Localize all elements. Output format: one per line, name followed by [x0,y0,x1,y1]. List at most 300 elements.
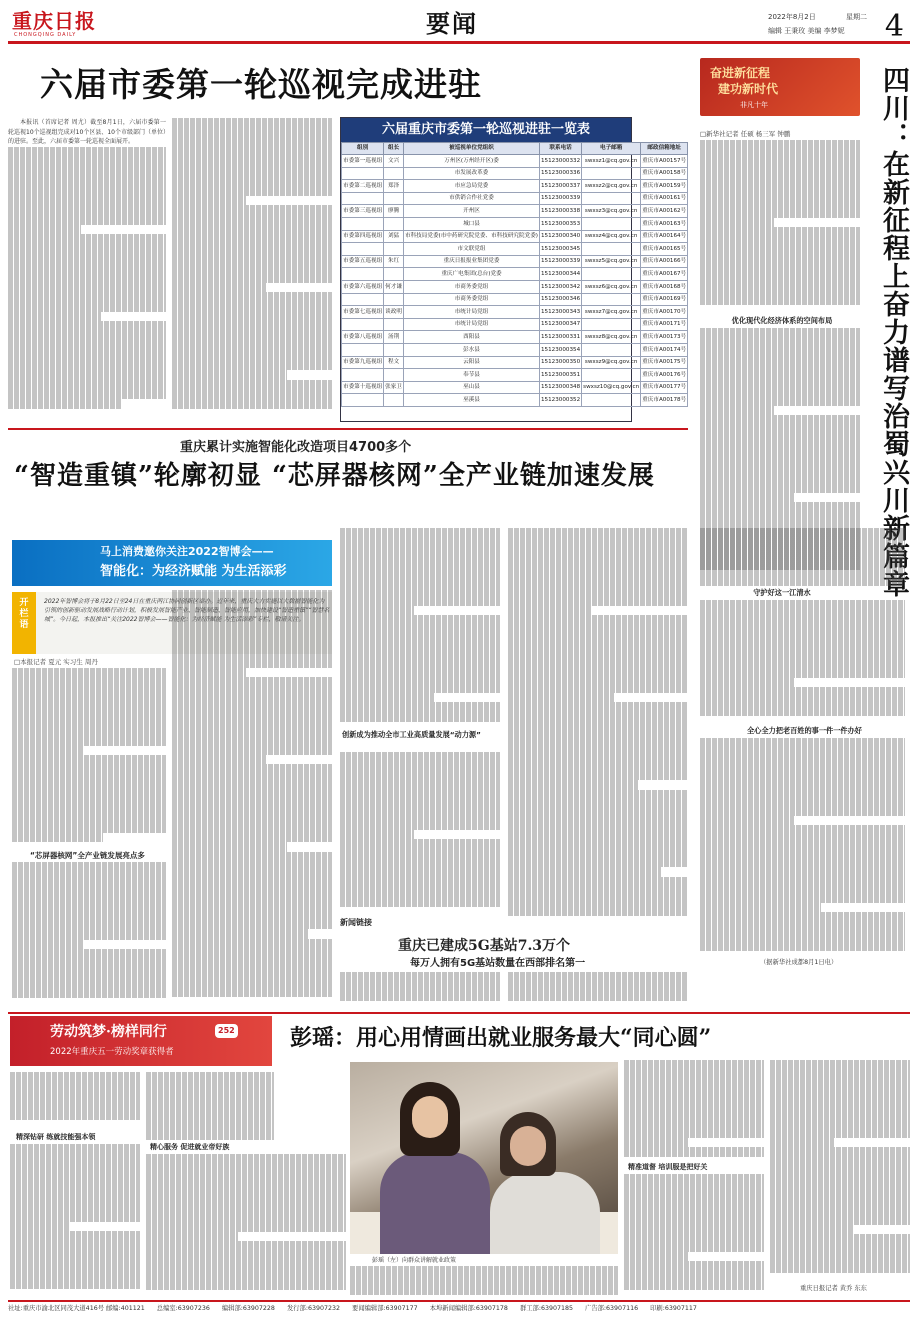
table-cell [384,243,404,256]
table-cell: 重庆市A00174号 [641,343,688,356]
text-line [700,464,860,474]
text-line [12,959,166,969]
text-line [770,1225,853,1235]
table-cell: 廖腾 [384,205,404,218]
text-line [350,1266,618,1276]
table-cell [384,217,404,230]
text-line [146,1072,274,1082]
text-line [12,881,166,891]
table-cell: 万州区(万州经开区)委 [403,155,539,168]
text-line [172,128,332,138]
text-line [700,208,860,218]
text-line [172,157,332,167]
text-line [12,910,166,920]
table-cell [342,343,384,356]
table-cell: swxsz8@cq.gov.cn [582,331,641,344]
text-line [508,867,661,877]
text-line [172,244,332,254]
text-line [700,406,774,416]
text-line [350,1285,618,1295]
body-text-lines [624,1174,764,1290]
table-cell: 重庆市A00165号 [641,243,688,256]
text-line [172,302,332,312]
text-line [172,360,332,370]
table-cell: 15123000351 [540,369,582,382]
text-line [340,538,500,548]
text-line [508,635,688,645]
text-line [770,1060,910,1070]
footer-item: 广告部:63907116 [585,1305,639,1312]
table-cell: 程文 [384,356,404,369]
text-line [10,1111,140,1121]
table-cell: 15123000347 [540,318,582,331]
sec2-title: “智造重镇”轮廓初显 “芯屏器核网”全产业链加速发展 [14,461,655,491]
table-cell: 城口县 [403,217,539,230]
text-line [700,338,860,348]
text-line [770,1079,910,1089]
text-line [8,399,122,409]
body-text-lines [10,1072,140,1120]
text-line [172,755,266,765]
text-line [12,930,166,940]
text-line [172,987,332,997]
feature-subhead1: 精深钻研 练就技能强本领 [16,1133,96,1141]
table-header-row [342,143,688,155]
text-line [172,215,332,225]
text-line [10,1144,140,1154]
text-line [700,367,860,377]
text-line [172,370,287,380]
divider [8,428,688,430]
text-line [8,196,166,206]
text-line [172,900,332,910]
text-line [146,1232,238,1242]
feature-col4b [624,1174,764,1292]
text-line [340,547,500,557]
text-line [700,835,905,845]
text-line [172,929,308,939]
table-cell: 何才谦 [384,280,404,293]
text-line [700,639,905,649]
table-cell: 15123000346 [540,293,582,306]
table-cell: 市委第五巡视组 [342,255,384,268]
text-line [172,225,332,235]
text-line [10,1101,140,1111]
text-line [700,697,905,707]
table-cell: 15123000344 [540,268,582,281]
text-line [700,629,905,639]
sec2-subhead2: 创新成为推动全市工业高质量发展“动力源” [342,730,481,739]
table-cell [582,293,641,306]
text-line [508,615,688,625]
text-line [146,1173,346,1183]
5g-col1 [340,972,500,1010]
body-text-lines [508,972,688,1001]
text-line [12,949,166,959]
text-line [8,312,101,322]
table-cell: 汤荆 [384,331,404,344]
text-line [172,706,332,716]
text-line [340,683,500,693]
text-line [700,198,860,208]
text-line [508,741,688,751]
feature-col1 [10,1072,140,1130]
text-line [172,861,332,871]
table-row [342,167,688,180]
table-row [342,381,688,394]
text-line [172,619,332,629]
text-line [700,648,905,658]
text-line [8,321,166,331]
text-line [700,619,905,629]
page-number: 4 [884,9,904,44]
text-line [770,1138,834,1148]
text-line [770,1215,910,1225]
text-line [12,678,166,688]
table-cell [342,369,384,382]
text-line [700,757,905,767]
table-cell: 15123000339 [540,255,582,268]
table-row [342,180,688,193]
body-text-lines [700,600,905,716]
feature-banner [10,1016,272,1066]
text-line [10,1260,140,1270]
text-line [8,283,166,293]
table-cell: 市委第十巡视组 [342,381,384,394]
expo-line2: 智能化：为经济赋能 为生活添彩 [100,564,287,579]
text-line [700,347,860,357]
body-text-lines [700,528,905,586]
text-line [700,854,905,864]
text-line [172,687,332,697]
text-line [700,444,860,454]
table-cell: 开州区 [403,205,539,218]
table-cell: 市科技局党委(市中药研究院党委、市科技研究院党委) [403,230,539,243]
text-line [700,218,774,228]
text-line [770,1167,910,1177]
text-line [508,693,614,703]
text-line [624,1147,764,1157]
text-line [8,380,166,390]
text-line [172,871,332,881]
section-title: 要闻 [426,9,478,38]
text-line [340,528,500,538]
body-text-lines [700,738,905,951]
table-cell: 重庆市A00176号 [641,369,688,382]
text-line [700,610,905,620]
text-line [340,991,500,1001]
body-text-lines [340,752,500,907]
text-line [340,771,500,781]
table-title: 六届重庆市委第一轮巡视进驻一览表 [341,118,631,142]
text-line [146,1280,346,1290]
table-cell: 15123000354 [540,343,582,356]
text-line [508,702,688,712]
text-line [700,600,905,610]
text-line [146,1222,346,1232]
text-line [8,186,166,196]
text-line [624,1060,764,1070]
text-line [700,678,794,688]
table-cell: 重庆市A00164号 [641,230,688,243]
table-cell: 彭水县 [403,343,539,356]
text-line [508,712,688,722]
text-line [12,697,166,707]
text-line [340,800,500,810]
issue-date: 2022年8月2日 [768,13,816,21]
text-line [12,687,166,697]
text-line [10,1192,140,1202]
text-line [172,380,332,390]
text-line [340,897,500,907]
text-line [700,547,905,557]
text-line [624,1079,764,1089]
text-line [624,1089,764,1099]
text-line [12,668,166,678]
news-link-label: 新闻链接 [340,918,372,927]
lead-article-col2 [172,118,332,418]
series-banner-line3: 非凡十年 [740,101,768,109]
text-line [12,707,166,717]
text-line [172,958,332,968]
text-line [146,1261,346,1271]
feature-subhead2: 精心服务 促进就业帝好族 [150,1143,230,1151]
lead-byline: 本报讯（首席记者 周尤）截至8月1日，六届市委第一轮巡视10个巡视组完成对10个区县、10个市级部门（单位）的进驻。至此，六届市委第一轮巡视全面展开。 [8,119,166,146]
body-text-lines [146,1154,346,1290]
text-line [172,590,332,600]
body-text-lines [12,668,166,842]
table-cell: 巫溪县 [403,394,539,407]
table-cell: 重庆市A00178号 [641,394,688,407]
table-cell: 15123000353 [540,217,582,230]
text-line [8,215,166,225]
table-cell: 市商务委党组 [403,280,539,293]
text-line [340,586,500,596]
text-line [700,538,905,548]
text-line [700,922,905,932]
table-row [342,356,688,369]
text-line [340,606,414,616]
table-cell [582,217,641,230]
text-line [508,606,591,616]
text-line [172,254,332,264]
text-line [340,868,500,878]
text-line [624,1070,764,1080]
text-line [172,176,332,186]
table-cell [384,394,404,407]
text-line [700,396,860,406]
table-cell: 奉节县 [403,369,539,382]
text-line [508,972,688,982]
text-line [350,1276,618,1286]
table-cell [384,369,404,382]
text-line [700,295,860,305]
text-line [172,389,332,399]
table-cell: 15123000342 [540,280,582,293]
text-line [172,764,332,774]
text-line [12,901,166,911]
text-line [508,586,688,596]
table-cell: 15123000338 [540,205,582,218]
text-line [10,1241,140,1251]
photo-person-right-body [490,1172,600,1254]
text-line [508,722,688,732]
feature-col2 [146,1072,274,1140]
table-header-cell: 被巡视单位党组织 [403,143,539,155]
table-cell: 15123000348 [540,381,582,394]
text-line [624,1184,764,1194]
text-line [12,765,166,775]
text-line [172,726,332,736]
text-line [10,1072,140,1082]
text-line [700,454,860,464]
photo-person-right-face [510,1126,546,1166]
masthead [8,4,910,44]
text-line [172,716,332,726]
text-line [172,890,332,900]
text-line [508,576,688,586]
table-cell [342,268,384,281]
series-banner-line1: 奋进新征程 [710,66,771,80]
table-cell: 重庆市A00170号 [641,306,688,319]
text-line [12,755,166,765]
text-line [508,838,688,848]
body-text-lines [700,140,860,305]
divider [8,1012,910,1014]
table-cell: 市统计局党组 [403,306,539,319]
table-cell: 重庆市A00177号 [641,381,688,394]
table-row [342,331,688,344]
table-cell [342,318,384,331]
table-cell: 15123000345 [540,243,582,256]
table-row [342,343,688,356]
text-line [508,780,638,790]
text-line [10,1091,140,1101]
text-line [8,351,166,361]
text-line [12,736,166,746]
text-line [172,881,332,891]
text-line [8,302,166,312]
text-line [146,1212,346,1222]
table-cell: 市委第二巡视组 [342,180,384,193]
text-line [508,828,688,838]
text-line [700,247,860,257]
text-line [624,1213,764,1223]
text-line [172,166,332,176]
body-text-lines [340,972,500,1001]
text-line [10,1202,140,1212]
text-line [12,775,166,785]
text-line [12,716,166,726]
logo-subtitle: CHONGQING DAILY [14,32,77,38]
text-line [340,982,500,992]
text-line [12,940,83,950]
table-cell: swxsz6@cq.gov.cn [582,280,641,293]
text-line [10,1251,140,1261]
table-cell [582,318,641,331]
text-line [12,891,166,901]
table-cell: 市统计局党组 [403,318,539,331]
text-line [172,735,332,745]
text-line [12,784,166,794]
text-line [172,668,246,678]
body-text-lines [172,118,332,409]
text-line [172,186,332,196]
text-line [172,648,332,658]
text-line [508,877,688,887]
text-line [624,1099,764,1109]
text-line [12,969,166,979]
text-line [10,1082,140,1092]
table-cell: 张家卫 [384,381,404,394]
text-line [624,1242,764,1252]
text-line [8,389,166,399]
photo-caption: 彭瑶（左）向群众讲解就业政策 [372,1257,457,1264]
table-row [342,318,688,331]
text-line [12,862,166,872]
text-line [8,157,166,167]
text-line [10,1280,140,1290]
text-line [508,799,688,809]
text-line [700,687,905,697]
table-cell: 市委第一巡视组 [342,155,384,168]
text-line [172,697,332,707]
column-intro-text: 2022年智博会将于8月22日至24日在重庆两江协同创新区举办。近年来，重庆大力实施以大数据智能化为引领的创新驱动发展战略行动计划，积极发展智能产业、智能制造、智能应用，加快建设“智造重镇”“智慧名城”。今日起，本报推出“关注2022智博会——智能化：为经济赋能 为生活添彩”专栏，敬请关注。 [44,598,330,623]
text-line [12,872,166,882]
text-line [12,978,166,988]
text-line [146,1270,346,1280]
text-line [172,629,332,639]
text-line [8,263,166,273]
table-row [342,306,688,319]
photo-person-left-body [380,1152,490,1254]
text-line [172,852,332,862]
text-line [508,567,688,577]
text-line [146,1241,346,1251]
text-line [508,625,688,635]
text-line [340,625,500,635]
weekday: 星期二 [846,13,867,21]
text-line [508,557,688,567]
text-line [10,1163,140,1173]
table-row [342,243,688,256]
table-row [342,217,688,230]
text-line [340,762,500,772]
sidebar-col [700,600,905,720]
text-line [146,1193,346,1203]
table-header-cell: 电子邮箱 [582,143,641,155]
body-text-lines [10,1144,140,1289]
feature-col1b [10,1144,140,1294]
text-line [172,196,246,206]
text-line [700,179,860,189]
text-line [508,683,688,693]
text-line [624,1138,688,1148]
text-line [172,978,332,988]
table-cell [384,293,404,306]
sec2-col4 [508,528,688,918]
text-line [770,1196,910,1206]
table-cell [582,394,641,407]
table-cell: 云阳县 [403,356,539,369]
text-line [340,702,500,712]
feature-award-line: 2022年重庆五一劳动奖章获得者 [50,1047,174,1057]
table-cell [582,192,641,205]
table-cell: 文兴 [384,155,404,168]
text-line [8,254,166,264]
text-line [12,794,166,804]
sidebar-col [700,140,860,312]
